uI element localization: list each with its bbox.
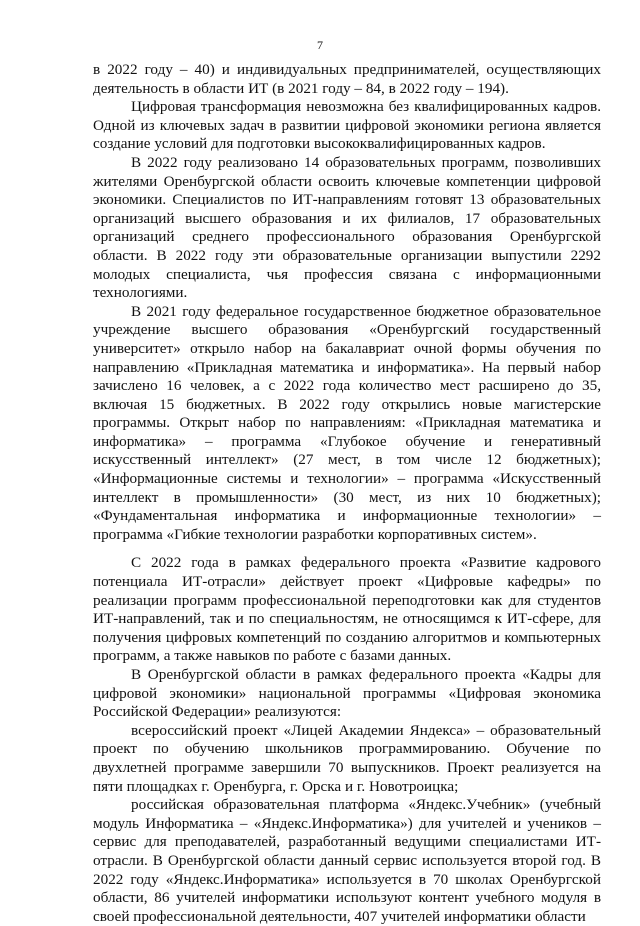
paragraph-2: Цифровая трансформация невозможна без квалифицированных кадров. Одной из ключевых задач в развитии цифровой экономики региона является создание условий для подготовки высококвалифицированных кадров.: [93, 98, 601, 153]
paragraph-1: в 2022 году – 40) и индивидуальных предпринимателей, осуществляющих деятельность в области ИТ (в 2021 году – 84, в 2022 году – 194).: [93, 61, 601, 97]
paragraph-3: В 2022 году реализовано 14 образовательных программ, позволивших жителями Оренбургской области освоить ключевые компетенции цифровой экономики. Специалистов по ИТ-направлениям готовят 13 образовательных организаций высшего образования и их филиалов, 17 образовательных организаций среднего профессионального образования Оренбургской области. В 2022 году эти образовательные организации выпустили 2292 молодых специалиста, чья профессия связана с информационными технологиями.: [93, 153, 601, 302]
paragraph-7: всероссийский проект «Лицей Академии Яндекса» – образовательный проект по обучению школьников программированию. Обучение по двухлетней программе завершили 70 выпускников. Проект реализуется на пяти площадках г. Оренбурга, г. Орска и г. Новотроицка;: [93, 721, 601, 795]
document-body: [93, 61, 601, 926]
paragraph-4: В 2021 году федеральное государственное бюджетное образовательное учреждение высшего образования «Оренбургский государственный университет» открыло набор на бакалавриат очной формы обучения по направлению «Прикладная математика и информатика». На первый набор зачислено 16 человек, а с 2022 года количество мест расширено до 35, включая 15 бюджетных. В 2022 году открылись новые магистерские программы. Открыт набор по направлениям: «Прикладная математика и информатика» – программа «Глубокое обучение и генеративный искусственный интеллект» (27 мест, в том числе 12 бюджетных); «Информационные системы и технологии» – программа «Искусственный интеллект в промышленности» (30 мест, из них 10 бюджетных); «Фундаментальная информатика и информационные технологии» – программа «Гибкие технологии разработки корпоративных систем».: [93, 302, 601, 543]
paragraph-8: российская образовательная платформа «Яндекс.Учебник» (учебный модуль Информатика – «Яндекс.Информатика») для учителей и учеников – сервис для преподавателей, разработанный ведущими специалистами ИТ-отрасли. В Оренбургской области данный сервис используется второй год. В 2022 году «Яндекс.Информатика» используется в 70 школах Оренбургской области, 86 учителей информатики используют контент учебного модуля в своей профессиональной деятельности, 407 учителей информатики области: [93, 796, 601, 925]
page-number: 7: [317, 38, 323, 52]
paragraph-5: С 2022 года в рамках федерального проекта «Развитие кадрового потенциала ИТ-отрасли» действует проект «Цифровые кафедры» по реализации программ профессиональной переподготовки как для студентов ИТ-направлений, так и по специальностям, не относящимся к ИТ-сфере, для получения цифровых компетенций по созданию алгоритмов и компьютерных программ, а также навыков по работе с базами данных.: [93, 554, 601, 665]
paragraph-6: В Оренбургской области в рамках федерального проекта «Кадры для цифровой экономики» национальной программы «Цифровая экономика Российской Федерации» реализуются:: [93, 666, 601, 721]
